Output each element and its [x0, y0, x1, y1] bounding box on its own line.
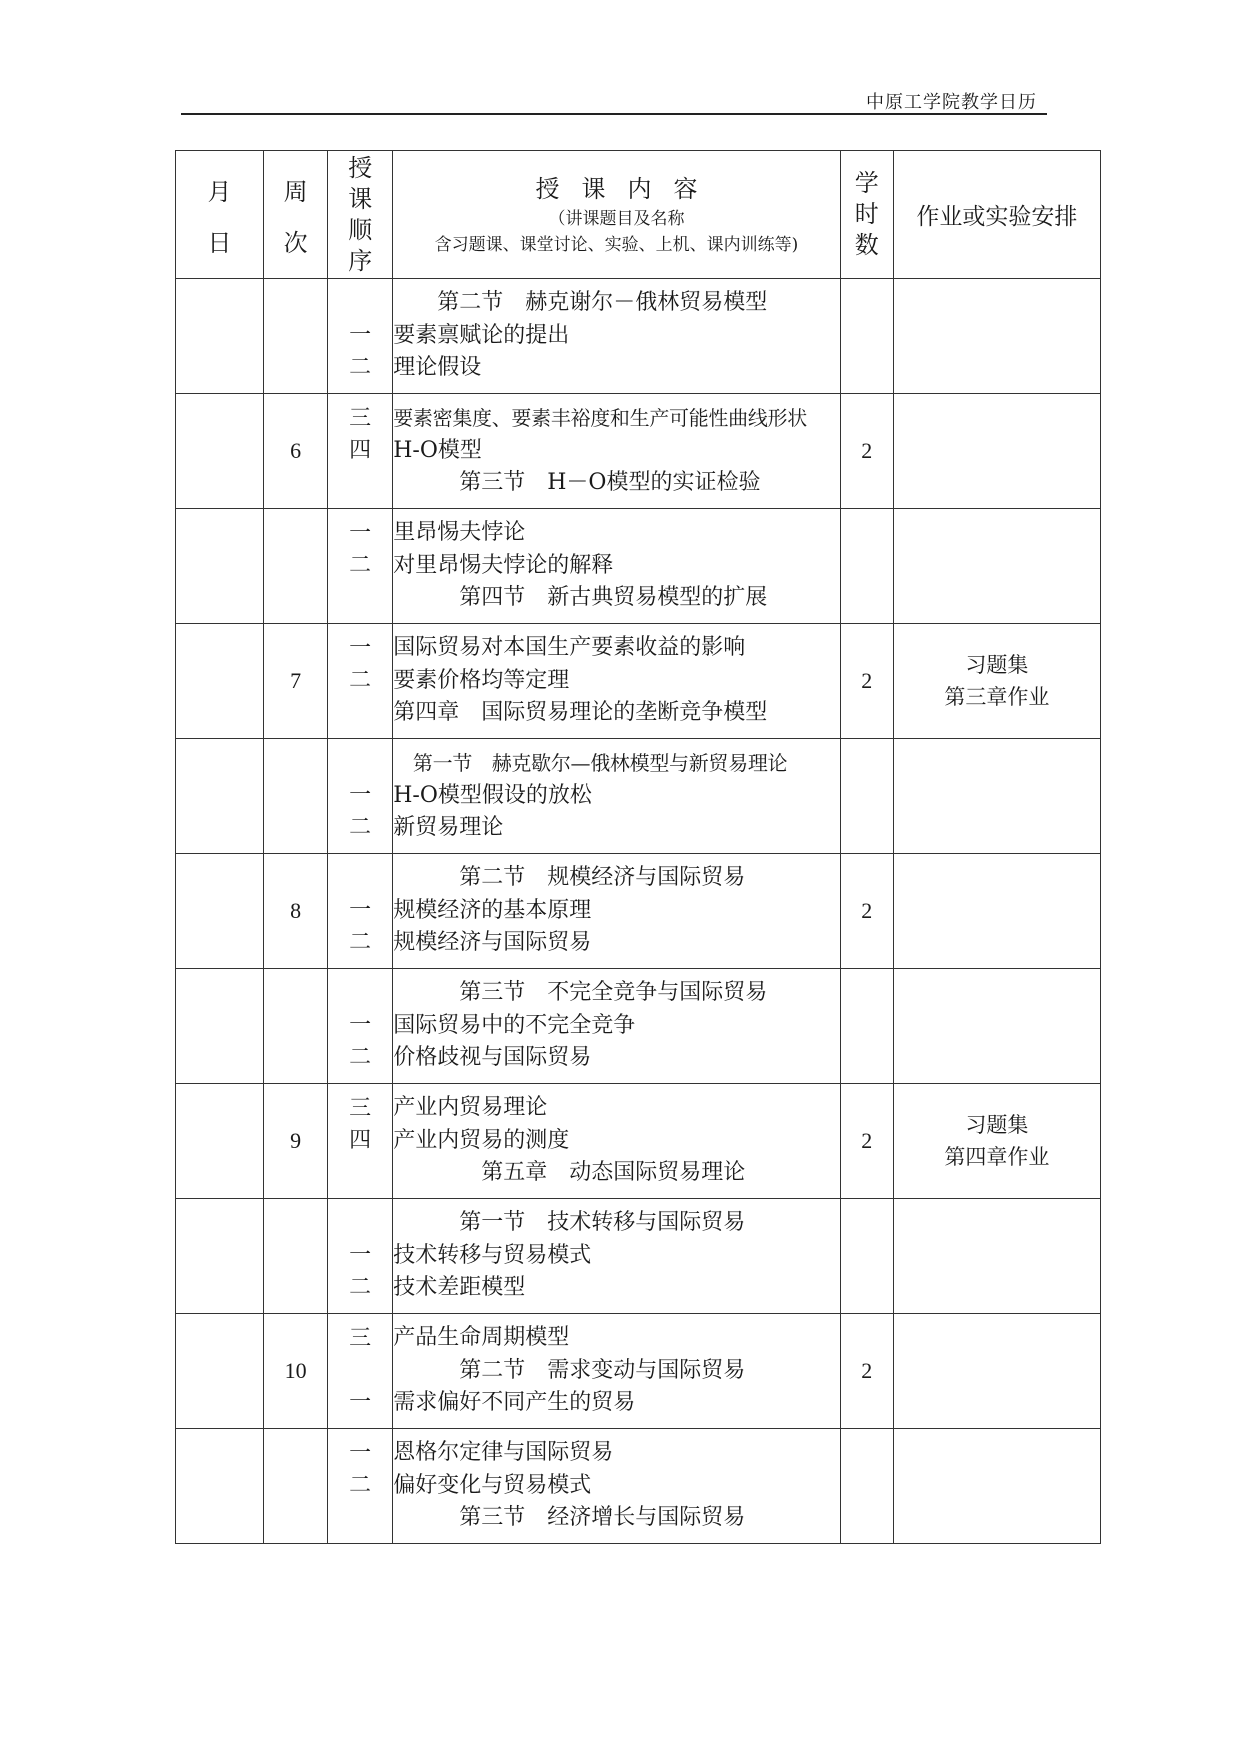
homework-line: 第四章作业 [944, 1145, 1050, 1169]
content-line: 里昂惕夫悖论 [393, 520, 526, 546]
week-cell [264, 969, 328, 1084]
order-mark: 二 [349, 1275, 372, 1300]
content-line: 第三节 经济增长与国际贸易 [393, 1505, 746, 1531]
table-row [176, 1429, 1101, 1544]
order-stack [328, 1208, 392, 1304]
week-cell [264, 1199, 328, 1314]
order-mark: 二 [349, 815, 372, 840]
table-row [176, 739, 1101, 854]
header-order-char: 课 [348, 184, 373, 213]
order-stack [328, 633, 392, 729]
content-line: 第三节 H－O模型的实证检验 [393, 470, 761, 496]
hours-cell [840, 969, 893, 1084]
teaching-calendar-table [175, 150, 1101, 1544]
table-row [176, 624, 1101, 739]
order-mark: 一 [349, 521, 372, 546]
order-stack [328, 748, 392, 844]
month-day-cell [176, 854, 264, 969]
order-stack [328, 978, 392, 1074]
header-content-subtitle: （讲课题目及名称 [548, 208, 685, 229]
header-divider [181, 113, 1047, 115]
order-mark: 四 [349, 438, 372, 463]
content-line: 第二节 需求变动与国际贸易 [393, 1357, 746, 1383]
content-line: 技术差距模型 [393, 1275, 526, 1301]
table-row [176, 509, 1101, 624]
month-day-cell [176, 1429, 264, 1544]
content-cell [393, 624, 840, 739]
order-cell [328, 1314, 393, 1429]
hours-cell [840, 509, 893, 624]
order-mark: 三 [349, 1096, 372, 1121]
order-stack [328, 863, 392, 959]
header-content-title: 授课内容 [535, 174, 720, 203]
header-hours-char: 学 [854, 169, 879, 197]
content-cell [393, 739, 840, 854]
order-mark: 二 [349, 355, 372, 380]
homework-cell [893, 624, 1100, 739]
order-mark: 一 [349, 783, 372, 808]
header-order-char: 顺 [348, 215, 373, 244]
order-cell [328, 739, 393, 854]
week-cell [264, 279, 328, 394]
content-cell [393, 854, 840, 969]
content-line: 国际贸易中的不完全竞争 [393, 1012, 636, 1038]
order-mark: 一 [349, 636, 372, 661]
hours-cell [840, 1429, 893, 1544]
order-cell [328, 509, 393, 624]
homework-cell [893, 739, 1100, 854]
header-order [328, 151, 393, 279]
order-cell [328, 1199, 393, 1314]
table-row [176, 854, 1101, 969]
content-line: 要素价格均等定理 [393, 667, 570, 693]
order-cell [328, 969, 393, 1084]
content-line: 要素禀赋论的提出 [393, 322, 570, 348]
content-line: 规模经济的基本原理 [393, 897, 592, 923]
header-content [393, 151, 840, 279]
content-line: 规模经济与国际贸易 [393, 930, 592, 956]
table-row [176, 1084, 1101, 1199]
header-month-label: 月 [207, 177, 232, 206]
content-line: 恩格尔定律与国际贸易 [393, 1440, 614, 1466]
order-cell [328, 854, 393, 969]
month-day-cell [176, 509, 264, 624]
order-mark: 二 [349, 930, 372, 955]
header-hours-char: 数 [854, 231, 879, 259]
content-line: 第四节 新古典贸易模型的扩展 [393, 585, 768, 611]
header-month-day [176, 151, 264, 279]
order-cell [328, 279, 393, 394]
homework-cell [893, 1429, 1100, 1544]
month-day-cell [176, 1199, 264, 1314]
content-line: 国际贸易对本国生产要素收益的影响 [393, 635, 746, 661]
content-cell [393, 279, 840, 394]
hours-cell: 2 [840, 854, 893, 969]
homework-cell [893, 854, 1100, 969]
month-day-cell [176, 1084, 264, 1199]
content-line: H-O模型假设的放松 [393, 782, 592, 808]
content-cell [393, 1429, 840, 1544]
content-cell [393, 969, 840, 1084]
header-order-char: 授 [348, 153, 373, 182]
order-cell [328, 624, 393, 739]
header-homework: 作业或实验安排 [893, 151, 1100, 279]
header-hours [840, 151, 893, 279]
order-mark: 二 [349, 1473, 372, 1498]
content-line: 需求偏好不同产生的贸易 [393, 1390, 636, 1416]
content-line: 第五章 动态国际贸易理论 [393, 1160, 746, 1186]
order-mark: 一 [349, 1390, 372, 1415]
order-stack [328, 518, 392, 614]
hours-cell [840, 1199, 893, 1314]
order-mark: 三 [349, 406, 372, 431]
week-cell: 8 [264, 854, 328, 969]
order-mark: 一 [349, 1441, 372, 1466]
homework-line: 习题集 [965, 653, 1029, 677]
order-stack [328, 403, 392, 499]
header-week-label-2: 次 [283, 228, 308, 257]
month-day-cell [176, 739, 264, 854]
order-mark: 二 [349, 1045, 372, 1070]
content-line: 产业内贸易的测度 [393, 1127, 570, 1153]
order-cell [328, 394, 393, 509]
content-line: 新贸易理论 [393, 815, 504, 841]
hours-cell [840, 739, 893, 854]
table-row [176, 1314, 1101, 1429]
month-day-cell [176, 279, 264, 394]
homework-cell [893, 279, 1100, 394]
header-order-char: 序 [348, 246, 373, 275]
order-mark: 一 [349, 898, 372, 923]
content-line: 产品生命周期模型 [393, 1325, 570, 1351]
homework-cell [893, 1314, 1100, 1429]
week-cell [264, 1429, 328, 1544]
table-row [176, 394, 1101, 509]
document-header-title: 中原工学院教学日历 [866, 92, 1037, 113]
order-stack [328, 288, 392, 384]
header-day-label: 日 [207, 228, 232, 257]
order-mark: 一 [349, 1013, 372, 1038]
week-cell: 9 [264, 1084, 328, 1199]
content-line: 偏好变化与贸易模式 [393, 1472, 592, 1498]
week-cell: 7 [264, 624, 328, 739]
hours-cell: 2 [840, 624, 893, 739]
hours-cell [840, 279, 893, 394]
order-stack [328, 1093, 392, 1189]
month-day-cell [176, 969, 264, 1084]
content-line: 第一节 赫克歇尔—俄林模型与新贸易理论 [393, 751, 788, 776]
order-mark: 二 [349, 553, 372, 578]
month-day-cell [176, 1314, 264, 1429]
content-cell [393, 1314, 840, 1429]
content-line: 理论假设 [393, 355, 482, 381]
order-stack [328, 1438, 392, 1534]
content-line: 要素密集度、要素丰裕度和生产可能性曲线形状 [393, 406, 807, 431]
table-row [176, 969, 1101, 1084]
content-cell [393, 394, 840, 509]
header-week-label-1: 周 [283, 177, 308, 206]
order-mark: 一 [349, 1243, 372, 1268]
content-line: 技术转移与贸易模式 [393, 1242, 592, 1268]
content-line: 第一节 技术转移与国际贸易 [393, 1210, 746, 1236]
week-cell: 10 [264, 1314, 328, 1429]
week-cell [264, 509, 328, 624]
order-cell [328, 1429, 393, 1544]
order-cell [328, 1084, 393, 1199]
week-cell: 6 [264, 394, 328, 509]
content-line: 第二节 赫克谢尔－俄林贸易模型 [393, 290, 768, 316]
homework-line: 习题集 [965, 1113, 1029, 1137]
homework-cell [893, 394, 1100, 509]
content-line: 第二节 规模经济与国际贸易 [393, 865, 746, 891]
hours-cell: 2 [840, 1314, 893, 1429]
content-line: 对里昂惕夫悖论的解释 [393, 552, 614, 578]
header-week [264, 151, 328, 279]
content-line: H-O模型 [393, 437, 482, 463]
order-stack [328, 1323, 392, 1419]
content-line: 第三节 不完全竞争与国际贸易 [393, 980, 768, 1006]
content-line: 产业内贸易理论 [393, 1095, 548, 1121]
hours-cell: 2 [840, 1084, 893, 1199]
homework-cell [893, 1084, 1100, 1199]
header-hours-char: 时 [854, 200, 879, 228]
month-day-cell [176, 394, 264, 509]
table-row [176, 1199, 1101, 1314]
homework-cell [893, 509, 1100, 624]
order-mark: 二 [349, 668, 372, 693]
homework-cell [893, 1199, 1100, 1314]
content-line: 第四章 国际贸易理论的垄断竞争模型 [393, 700, 768, 726]
header-content-note: 含习题课、课堂讨论、实验、上机、课内训练等) [434, 234, 799, 255]
table-header-row [176, 151, 1101, 279]
homework-cell [893, 969, 1100, 1084]
order-mark: 一 [349, 323, 372, 348]
content-line: 价格歧视与国际贸易 [393, 1045, 592, 1071]
content-cell [393, 1199, 840, 1314]
order-mark: 四 [349, 1128, 372, 1153]
hours-cell: 2 [840, 394, 893, 509]
table-row [176, 279, 1101, 394]
month-day-cell [176, 624, 264, 739]
content-cell [393, 1084, 840, 1199]
week-cell [264, 739, 328, 854]
order-mark: 三 [349, 1326, 372, 1351]
content-cell [393, 509, 840, 624]
homework-line: 第三章作业 [944, 685, 1050, 709]
